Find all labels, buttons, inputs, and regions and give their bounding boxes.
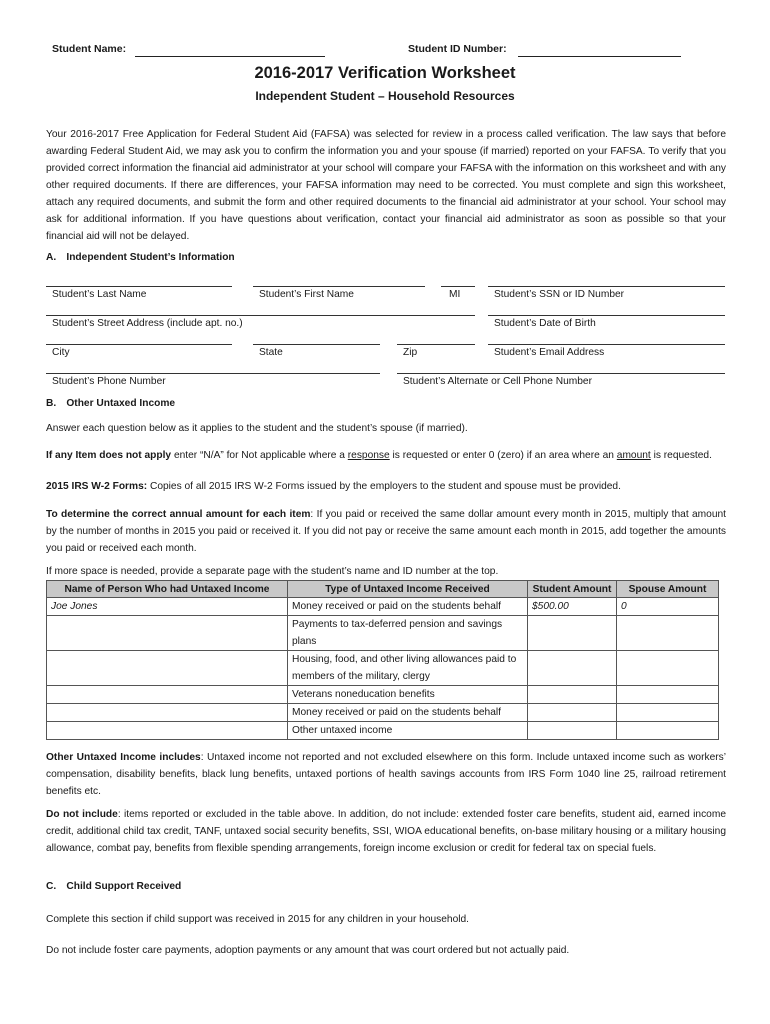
- not-apply-paragraph: [46, 447, 726, 464]
- email-field[interactable]: [488, 344, 725, 345]
- determine-paragraph: [46, 506, 726, 557]
- city-label: City: [52, 347, 70, 358]
- income-type-cell: Payments to tax-deferred pension and savings plans: [288, 616, 528, 651]
- person-name-cell[interactable]: [47, 722, 288, 740]
- income-type-cell: Veterans noneducation benefits: [288, 686, 528, 704]
- student-id-label: Student ID Number:: [408, 43, 507, 55]
- first-name-field[interactable]: [253, 286, 425, 287]
- not-apply-bold: If any Item does not apply: [46, 450, 172, 461]
- address-label: Student’s Street Address (include apt. no.): [52, 318, 243, 329]
- person-name-cell[interactable]: Joe Jones: [47, 598, 288, 616]
- spouse-amount-cell[interactable]: [617, 722, 719, 740]
- intro-paragraph: Your 2016-2017 Free Application for Federal Student Aid (FAFSA) was selected for review in a process called verification. The law says that before awarding Federal Student Aid, we may ask you to confirm the information you and your spouse (if married) reported on your FAFSA. To verify that you provided correct information the financial aid administrator at your school will compare your FAFSA with the information on this worksheet and with any other required documents. If there are differences, your FAFSA information may need to be corrected. You must complete and sign this worksheet, attach any required documents, and submit the form and other required documents to the financial aid administrator at your school. Your school may ask for additional information. If you have questions about verification, contact your financial aid administrator as soon as possible so that your financial aid will not be delayed.: [46, 129, 726, 242]
- table-row: [47, 616, 719, 651]
- table-row: [47, 686, 719, 704]
- person-name-cell[interactable]: [47, 686, 288, 704]
- last-name-field[interactable]: [46, 286, 232, 287]
- dob-field[interactable]: [488, 315, 725, 316]
- zip-field[interactable]: [397, 344, 475, 345]
- income-type-cell: Money received or paid on the students behalf: [288, 704, 528, 722]
- ssn-field[interactable]: [488, 286, 725, 287]
- w2-bold: 2015 IRS W-2 Forms:: [46, 481, 148, 492]
- student-amount-cell[interactable]: [528, 686, 617, 704]
- includes-text: : Untaxed income not reported and not excluded elsewhere on this form. Include untaxed income such as workers’ compensation, disability benefits, black lung benefits, untaxed portions of health savings accounts from IRS Form 1040 line 25, railroad retirement benefits etc.: [46, 752, 726, 797]
- mi-label: MI: [449, 289, 461, 300]
- w2-text: Copies of all 2015 IRS W-2 Forms issued by the employers to the student and spouse must be provided.: [147, 481, 621, 492]
- alt-phone-field[interactable]: [397, 373, 725, 374]
- spouse-amount-cell[interactable]: [617, 704, 719, 722]
- person-name-cell[interactable]: [47, 616, 288, 651]
- includes-bold: Other Untaxed Income includes: [46, 752, 201, 763]
- child-support-text-1: Complete this section if child support was received in 2015 for any children in your household.: [46, 914, 470, 925]
- section-c-heading: C. Child Support Received: [46, 881, 182, 892]
- section-b-heading: B. Other Untaxed Income: [46, 398, 176, 409]
- income-type-cell: Money received or paid on the students behalf: [288, 598, 528, 616]
- answer-each-text: Answer each question below as it applies to the student and the student’s spouse (if married).: [46, 423, 468, 434]
- student-id-field[interactable]: [518, 56, 681, 57]
- student-amount-cell[interactable]: $500.00: [528, 598, 617, 616]
- spouse-amount-cell[interactable]: [617, 651, 719, 686]
- mi-field[interactable]: [441, 286, 475, 287]
- page-title: 2016-2017 Verification Worksheet: [254, 64, 516, 82]
- table-header-student: Student Amount: [528, 581, 617, 598]
- student-amount-cell[interactable]: [528, 616, 617, 651]
- person-name-cell[interactable]: [47, 704, 288, 722]
- spouse-amount-cell[interactable]: [617, 616, 719, 651]
- city-field[interactable]: [46, 344, 232, 345]
- page-subtitle: Independent Student – Household Resources: [255, 89, 515, 103]
- table-row: [47, 598, 719, 616]
- table-header-row: [47, 581, 719, 598]
- determine-bold: To determine the correct annual amount for each item: [46, 509, 311, 520]
- section-a-heading: A. Independent Student’s Information: [46, 252, 235, 263]
- table-row: [47, 704, 719, 722]
- amount-underlined: amount: [616, 450, 651, 461]
- not-include-paragraph: [46, 806, 726, 857]
- zip-label: Zip: [403, 347, 418, 358]
- response-underlined: response: [347, 450, 390, 461]
- last-name-label: Student’s Last Name: [52, 289, 147, 300]
- child-support-text-2: Do not include foster care payments, adoption payments or any amount that was court ordered but not actually paid.: [46, 945, 570, 956]
- student-amount-cell[interactable]: [528, 651, 617, 686]
- student-amount-cell[interactable]: [528, 722, 617, 740]
- determine-text: : If you paid or received the same dollar amount every month in 2015, multiply that amount by the number of months in 2015 you paid or received it. If you did not pay or receive the same amount each month in 2015, add together the amounts you paid or received each month.: [46, 509, 726, 554]
- table-header-spouse: Spouse Amount: [617, 581, 719, 598]
- state-label: State: [259, 347, 283, 358]
- table-header-name: Name of Person Who had Untaxed Income: [47, 581, 288, 598]
- not-include-text: : items reported or excluded in the table above. In addition, do not include: extended foster care benefits, student aid, earned income credit, additional child tax credit, TANF, untaxed social security benefits, SSI, WIOA educational benefits, on-base military housing or a military housing allowance, combat pay, benefits from flexible spending arrangements, foreign income exclusion or credit for federal tax on special fuels.: [46, 809, 726, 854]
- more-space-text: If more space is needed, provide a separate page with the student’s name and ID number at the top.: [46, 566, 499, 577]
- student-name-field[interactable]: [135, 56, 325, 57]
- student-name-label: Student Name:: [52, 43, 127, 55]
- spouse-amount-cell[interactable]: [617, 686, 719, 704]
- state-field[interactable]: [253, 344, 380, 345]
- not-apply-text-3: is requested.: [650, 450, 712, 461]
- email-label: Student’s Email Address: [494, 347, 605, 358]
- not-apply-text-2: is requested or enter 0 (zero) if an area where an: [389, 450, 617, 461]
- dob-label: Student’s Date of Birth: [494, 318, 596, 329]
- table-row: [47, 651, 719, 686]
- not-apply-text-1: enter “N/A” for Not applicable where a: [171, 450, 348, 461]
- table-header-type: Type of Untaxed Income Received: [288, 581, 528, 598]
- ssn-label: Student’s SSN or ID Number: [494, 289, 625, 300]
- first-name-label: Student’s First Name: [259, 289, 354, 300]
- w2-paragraph: [46, 478, 726, 495]
- alt-phone-label: Student’s Alternate or Cell Phone Number: [403, 376, 592, 387]
- untaxed-income-table: [46, 580, 719, 740]
- person-name-cell[interactable]: [47, 651, 288, 686]
- phone-field[interactable]: [46, 373, 380, 374]
- includes-paragraph: [46, 749, 726, 800]
- student-amount-cell[interactable]: [528, 704, 617, 722]
- address-field[interactable]: [46, 315, 475, 316]
- phone-label: Student’s Phone Number: [52, 376, 166, 387]
- table-row: [47, 722, 719, 740]
- spouse-amount-cell[interactable]: 0: [617, 598, 719, 616]
- income-type-cell: Housing, food, and other living allowances paid to members of the military, clergy: [288, 651, 528, 686]
- not-include-bold: Do not include: [46, 809, 118, 820]
- income-type-cell: Other untaxed income: [288, 722, 528, 740]
